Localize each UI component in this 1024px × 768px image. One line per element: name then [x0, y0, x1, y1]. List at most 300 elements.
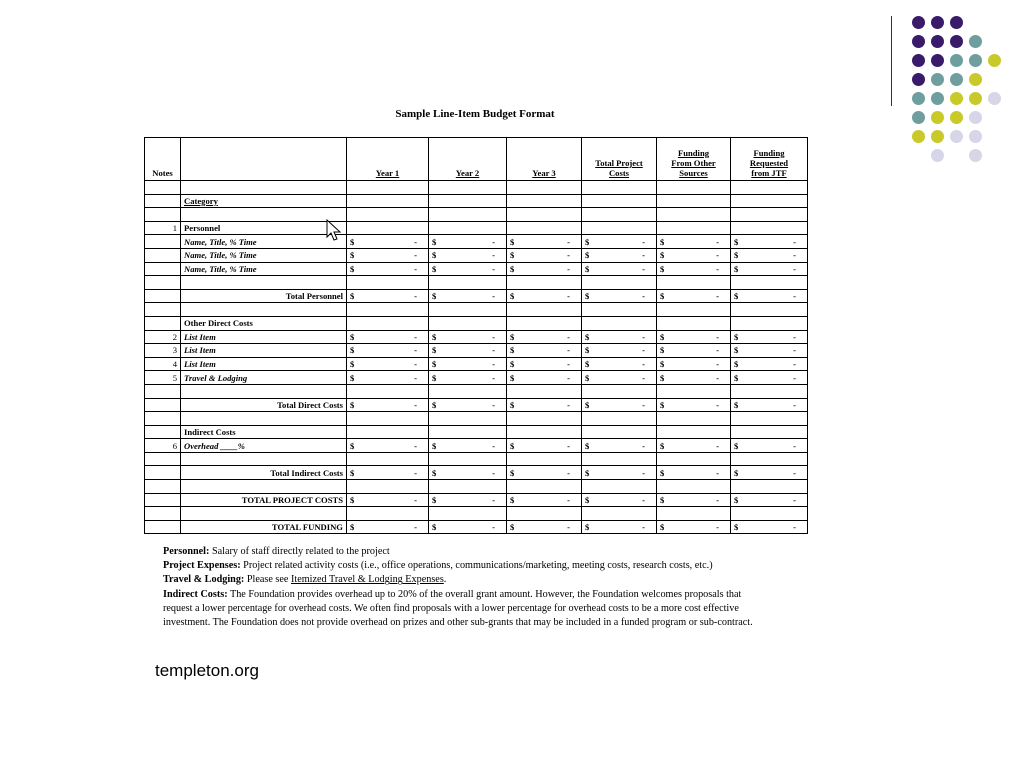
table-row — [145, 344, 808, 358]
currency-symbol: $ — [350, 250, 355, 261]
amount-cell — [582, 357, 657, 371]
amount-cell — [507, 480, 582, 494]
amount-cell — [657, 248, 731, 262]
row-label: List Item — [181, 330, 347, 344]
row-label: List Item — [181, 357, 347, 371]
row-note — [145, 480, 181, 494]
currency-symbol: $ — [585, 345, 590, 356]
row-label: List Item — [181, 344, 347, 358]
decorative-dot — [931, 54, 944, 67]
row-label: Name, Title, % Time — [181, 248, 347, 262]
table-row — [145, 289, 808, 303]
amount-value: - — [492, 345, 495, 356]
amount-value: - — [793, 345, 796, 356]
table-row — [145, 262, 808, 276]
amount-cell — [582, 520, 657, 534]
amount-cell — [657, 507, 731, 521]
row-note — [145, 208, 181, 222]
table-row — [145, 235, 808, 249]
row-note: 1 — [145, 221, 181, 235]
row-label: TOTAL PROJECT COSTS — [181, 493, 347, 507]
amount-cell — [347, 181, 429, 195]
amount-cell — [582, 330, 657, 344]
amount-cell — [429, 262, 507, 276]
currency-symbol: $ — [660, 250, 665, 261]
amount-cell — [657, 398, 731, 412]
amount-cell — [347, 384, 429, 398]
currency-symbol: $ — [585, 467, 590, 478]
amount-value: - — [492, 291, 495, 302]
amount-cell — [731, 412, 808, 426]
amount-cell — [731, 221, 808, 235]
amount-value: - — [414, 494, 417, 505]
row-note — [145, 181, 181, 195]
amount-value: - — [414, 263, 417, 274]
amount-cell — [582, 371, 657, 385]
amount-value: - — [793, 467, 796, 478]
currency-symbol: $ — [510, 236, 515, 247]
amount-value: - — [642, 236, 645, 247]
amount-cell — [731, 248, 808, 262]
amount-cell — [347, 398, 429, 412]
amount-cell — [507, 276, 582, 290]
currency-symbol: $ — [350, 331, 355, 342]
currency-symbol: $ — [510, 522, 515, 533]
row-label — [181, 384, 347, 398]
decorative-dot — [969, 73, 982, 86]
currency-symbol: $ — [734, 263, 739, 274]
amount-value: - — [567, 250, 570, 261]
amount-cell — [507, 221, 582, 235]
amount-cell — [347, 480, 429, 494]
amount-cell — [507, 303, 582, 317]
amount-cell — [507, 316, 582, 330]
note-indirect: Indirect Costs: The Foundation provides overhead up to 20% of the overall grant amount. However, the Foundation welcomes proposals that — [163, 588, 742, 600]
amount-cell — [429, 412, 507, 426]
amount-cell — [731, 452, 808, 466]
table-row — [145, 194, 808, 208]
amount-cell — [657, 194, 731, 208]
amount-value: - — [642, 291, 645, 302]
row-label: Category — [181, 194, 347, 208]
amount-cell — [582, 439, 657, 453]
row-label: TOTAL FUNDING — [181, 520, 347, 534]
amount-cell — [582, 507, 657, 521]
amount-value: - — [567, 345, 570, 356]
amount-value: - — [793, 399, 796, 410]
currency-symbol: $ — [432, 494, 437, 505]
amount-cell — [731, 303, 808, 317]
amount-cell — [582, 262, 657, 276]
currency-symbol: $ — [585, 399, 590, 410]
table-row — [145, 520, 808, 534]
decorative-dot — [988, 92, 1001, 105]
amount-value: - — [716, 331, 719, 342]
amount-cell — [731, 316, 808, 330]
amount-cell — [429, 480, 507, 494]
currency-symbol: $ — [432, 440, 437, 451]
amount-value: - — [642, 372, 645, 383]
amount-cell — [429, 303, 507, 317]
amount-cell — [657, 466, 731, 480]
currency-symbol: $ — [734, 291, 739, 302]
amount-cell — [582, 412, 657, 426]
decorative-dot — [969, 35, 982, 48]
decorative-dot — [912, 54, 925, 67]
currency-symbol: $ — [432, 372, 437, 383]
note-personnel: Personnel: Salary of staff directly related to the project — [163, 546, 390, 557]
amount-cell — [582, 425, 657, 439]
amount-value: - — [642, 263, 645, 274]
currency-symbol: $ — [734, 522, 739, 533]
amount-cell — [582, 480, 657, 494]
amount-value: - — [793, 522, 796, 533]
amount-cell — [582, 398, 657, 412]
amount-cell — [657, 289, 731, 303]
amount-value: - — [716, 467, 719, 478]
currency-symbol: $ — [734, 250, 739, 261]
currency-symbol: $ — [734, 345, 739, 356]
amount-cell — [347, 493, 429, 507]
amount-cell — [429, 384, 507, 398]
note-indirect-line2: request a lower percentage for overhead costs. We often find proposals with a lower percentage for overhead costs to be a more cost effective — [163, 602, 739, 614]
amount-cell — [657, 425, 731, 439]
currency-symbol: $ — [350, 345, 355, 356]
amount-value: - — [414, 372, 417, 383]
amount-value: - — [716, 250, 719, 261]
row-note — [145, 235, 181, 249]
amount-cell — [507, 466, 582, 480]
amount-cell — [347, 194, 429, 208]
amount-value: - — [414, 331, 417, 342]
amount-value: - — [492, 522, 495, 533]
amount-value: - — [492, 372, 495, 383]
currency-symbol: $ — [660, 440, 665, 451]
row-note — [145, 303, 181, 317]
amount-cell — [731, 384, 808, 398]
table-row — [145, 303, 808, 317]
row-note — [145, 316, 181, 330]
decorative-dot — [969, 54, 982, 67]
amount-cell — [507, 235, 582, 249]
currency-symbol: $ — [585, 494, 590, 505]
amount-cell — [347, 235, 429, 249]
amount-value: - — [567, 467, 570, 478]
currency-symbol: $ — [734, 494, 739, 505]
table-row — [145, 371, 808, 385]
row-label — [181, 507, 347, 521]
amount-cell — [582, 194, 657, 208]
amount-cell — [429, 276, 507, 290]
currency-symbol: $ — [432, 467, 437, 478]
amount-value: - — [642, 399, 645, 410]
amount-cell — [429, 439, 507, 453]
table-row — [145, 507, 808, 521]
amount-value: - — [567, 522, 570, 533]
table-row — [145, 316, 808, 330]
row-label — [181, 303, 347, 317]
amount-cell — [429, 316, 507, 330]
row-label — [181, 276, 347, 290]
currency-symbol: $ — [585, 440, 590, 451]
table-row — [145, 208, 808, 222]
amount-value: - — [793, 291, 796, 302]
amount-cell — [731, 208, 808, 222]
amount-value: - — [492, 399, 495, 410]
amount-value: - — [414, 399, 417, 410]
table-header-row — [145, 138, 808, 181]
row-label: Personnel — [181, 221, 347, 235]
currency-symbol: $ — [585, 372, 590, 383]
note-project-expenses: Project Expenses: Project related activity costs (i.e., office operations, communications/marketing, meeting costs, research costs, etc.) — [163, 560, 713, 572]
currency-symbol: $ — [660, 372, 665, 383]
amount-cell — [429, 208, 507, 222]
row-note — [145, 412, 181, 426]
decorative-dot — [969, 111, 982, 124]
amount-value: - — [567, 494, 570, 505]
amount-cell — [429, 221, 507, 235]
amount-cell — [429, 181, 507, 195]
amount-value: - — [793, 331, 796, 342]
amount-cell — [347, 248, 429, 262]
decorative-dot — [950, 92, 963, 105]
amount-cell — [731, 480, 808, 494]
itemized-travel-link[interactable]: Itemized Travel & Lodging Expenses — [291, 574, 444, 586]
amount-value: - — [716, 359, 719, 370]
amount-value: - — [567, 440, 570, 451]
currency-symbol: $ — [510, 263, 515, 274]
currency-symbol: $ — [432, 399, 437, 410]
row-note: 6 — [145, 439, 181, 453]
table-row — [145, 181, 808, 195]
decorative-dot — [912, 35, 925, 48]
table-row — [145, 398, 808, 412]
currency-symbol: $ — [660, 331, 665, 342]
currency-symbol: $ — [585, 359, 590, 370]
row-label — [181, 480, 347, 494]
amount-value: - — [793, 372, 796, 383]
currency-symbol: $ — [585, 263, 590, 274]
amount-cell — [731, 507, 808, 521]
amount-value: - — [492, 440, 495, 451]
amount-cell — [582, 384, 657, 398]
amount-cell — [507, 384, 582, 398]
row-note — [145, 425, 181, 439]
row-label: Total Personnel — [181, 289, 347, 303]
amount-cell — [429, 452, 507, 466]
row-note — [145, 520, 181, 534]
amount-cell — [582, 276, 657, 290]
footer-source: templeton.org — [155, 661, 259, 680]
amount-cell — [731, 439, 808, 453]
amount-cell — [507, 412, 582, 426]
amount-cell — [731, 425, 808, 439]
amount-value: - — [414, 291, 417, 302]
amount-cell — [347, 262, 429, 276]
currency-symbol: $ — [660, 345, 665, 356]
currency-symbol: $ — [660, 236, 665, 247]
amount-value: - — [567, 291, 570, 302]
table-row — [145, 412, 808, 426]
mouse-pointer-icon — [326, 219, 342, 243]
decorative-dot — [912, 73, 925, 86]
note-indirect-line3: investment. The Foundation does not provide overhead on prizes and other sub-grants that may be included in a funded program or sub-contract. — [163, 617, 753, 629]
amount-cell — [582, 466, 657, 480]
row-label: Total Direct Costs — [181, 398, 347, 412]
row-note: 5 — [145, 371, 181, 385]
amount-value: - — [642, 467, 645, 478]
decorative-dot — [931, 149, 944, 162]
amount-value: - — [793, 359, 796, 370]
currency-symbol: $ — [734, 399, 739, 410]
currency-symbol: $ — [585, 291, 590, 302]
currency-symbol: $ — [510, 494, 515, 505]
row-note — [145, 398, 181, 412]
amount-value: - — [492, 236, 495, 247]
currency-symbol: $ — [432, 263, 437, 274]
amount-value: - — [716, 291, 719, 302]
table-row — [145, 493, 808, 507]
row-label: Travel & Lodging — [181, 371, 347, 385]
amount-cell — [347, 520, 429, 534]
row-label — [181, 412, 347, 426]
amount-cell — [429, 493, 507, 507]
table-row — [145, 330, 808, 344]
amount-cell — [657, 439, 731, 453]
row-note — [145, 452, 181, 466]
row-note: 2 — [145, 330, 181, 344]
currency-symbol: $ — [432, 331, 437, 342]
amount-cell — [657, 181, 731, 195]
currency-symbol: $ — [432, 522, 437, 533]
page-title: Sample Line-Item Budget Format — [395, 108, 555, 120]
decorative-dot — [931, 16, 944, 29]
amount-cell — [429, 248, 507, 262]
currency-symbol: $ — [734, 359, 739, 370]
amount-cell — [582, 208, 657, 222]
funding-jtf-header: Funding Requested from JTF — [731, 138, 808, 181]
year3-header: Year 3 — [507, 138, 582, 181]
decorative-dot — [988, 54, 1001, 67]
amount-cell — [731, 181, 808, 195]
decorative-dot — [931, 73, 944, 86]
amount-cell — [731, 344, 808, 358]
decorative-dot — [950, 35, 963, 48]
amount-cell — [657, 357, 731, 371]
amount-value: - — [414, 359, 417, 370]
amount-cell — [347, 439, 429, 453]
amount-cell — [731, 194, 808, 208]
currency-symbol: $ — [350, 236, 355, 247]
amount-value: - — [642, 359, 645, 370]
decorative-dot — [931, 130, 944, 143]
table-row — [145, 248, 808, 262]
currency-symbol: $ — [350, 522, 355, 533]
funding-other-header: Funding From Other Sources — [657, 138, 731, 181]
currency-symbol: $ — [432, 345, 437, 356]
decorative-dot — [969, 130, 982, 143]
amount-cell — [582, 344, 657, 358]
amount-cell — [731, 466, 808, 480]
amount-value: - — [567, 399, 570, 410]
decorative-dot — [931, 111, 944, 124]
row-note: 3 — [145, 344, 181, 358]
currency-symbol: $ — [734, 440, 739, 451]
amount-cell — [347, 221, 429, 235]
amount-value: - — [793, 250, 796, 261]
row-note — [145, 384, 181, 398]
amount-cell — [657, 235, 731, 249]
amount-value: - — [492, 250, 495, 261]
amount-cell — [731, 235, 808, 249]
amount-value: - — [492, 331, 495, 342]
note-travel: Travel & Lodging: Please see Itemized Travel & Lodging Expenses. — [163, 574, 447, 586]
amount-cell — [507, 493, 582, 507]
row-note — [145, 248, 181, 262]
amount-cell — [429, 371, 507, 385]
amount-value: - — [716, 522, 719, 533]
amount-cell — [507, 289, 582, 303]
amount-value: - — [793, 440, 796, 451]
amount-cell — [582, 221, 657, 235]
currency-symbol: $ — [734, 236, 739, 247]
amount-cell — [657, 493, 731, 507]
amount-cell — [347, 289, 429, 303]
row-label: Indirect Costs — [181, 425, 347, 439]
amount-cell — [347, 357, 429, 371]
amount-cell — [657, 480, 731, 494]
currency-symbol: $ — [350, 467, 355, 478]
amount-cell — [429, 344, 507, 358]
currency-symbol: $ — [350, 399, 355, 410]
amount-cell — [429, 398, 507, 412]
amount-cell — [429, 507, 507, 521]
amount-cell — [731, 276, 808, 290]
amount-cell — [507, 520, 582, 534]
currency-symbol: $ — [510, 399, 515, 410]
currency-symbol: $ — [734, 372, 739, 383]
currency-symbol: $ — [350, 440, 355, 451]
currency-symbol: $ — [585, 236, 590, 247]
decorative-dot — [912, 16, 925, 29]
amount-value: - — [716, 440, 719, 451]
amount-cell — [507, 439, 582, 453]
currency-symbol: $ — [510, 359, 515, 370]
table-row — [145, 384, 808, 398]
amount-cell — [582, 248, 657, 262]
amount-value: - — [567, 372, 570, 383]
amount-cell — [347, 276, 429, 290]
amount-value: - — [567, 359, 570, 370]
amount-cell — [507, 248, 582, 262]
row-label: Name, Title, % Time — [181, 235, 347, 249]
table-row — [145, 221, 808, 235]
amount-value: - — [716, 236, 719, 247]
amount-cell — [731, 357, 808, 371]
currency-symbol: $ — [510, 345, 515, 356]
amount-cell — [429, 425, 507, 439]
currency-symbol: $ — [510, 467, 515, 478]
decorative-dot — [950, 130, 963, 143]
currency-symbol: $ — [660, 263, 665, 274]
row-note: 4 — [145, 357, 181, 371]
currency-symbol: $ — [510, 331, 515, 342]
amount-value: - — [414, 250, 417, 261]
amount-cell — [582, 316, 657, 330]
amount-value: - — [414, 522, 417, 533]
amount-cell — [657, 344, 731, 358]
amount-cell — [657, 384, 731, 398]
